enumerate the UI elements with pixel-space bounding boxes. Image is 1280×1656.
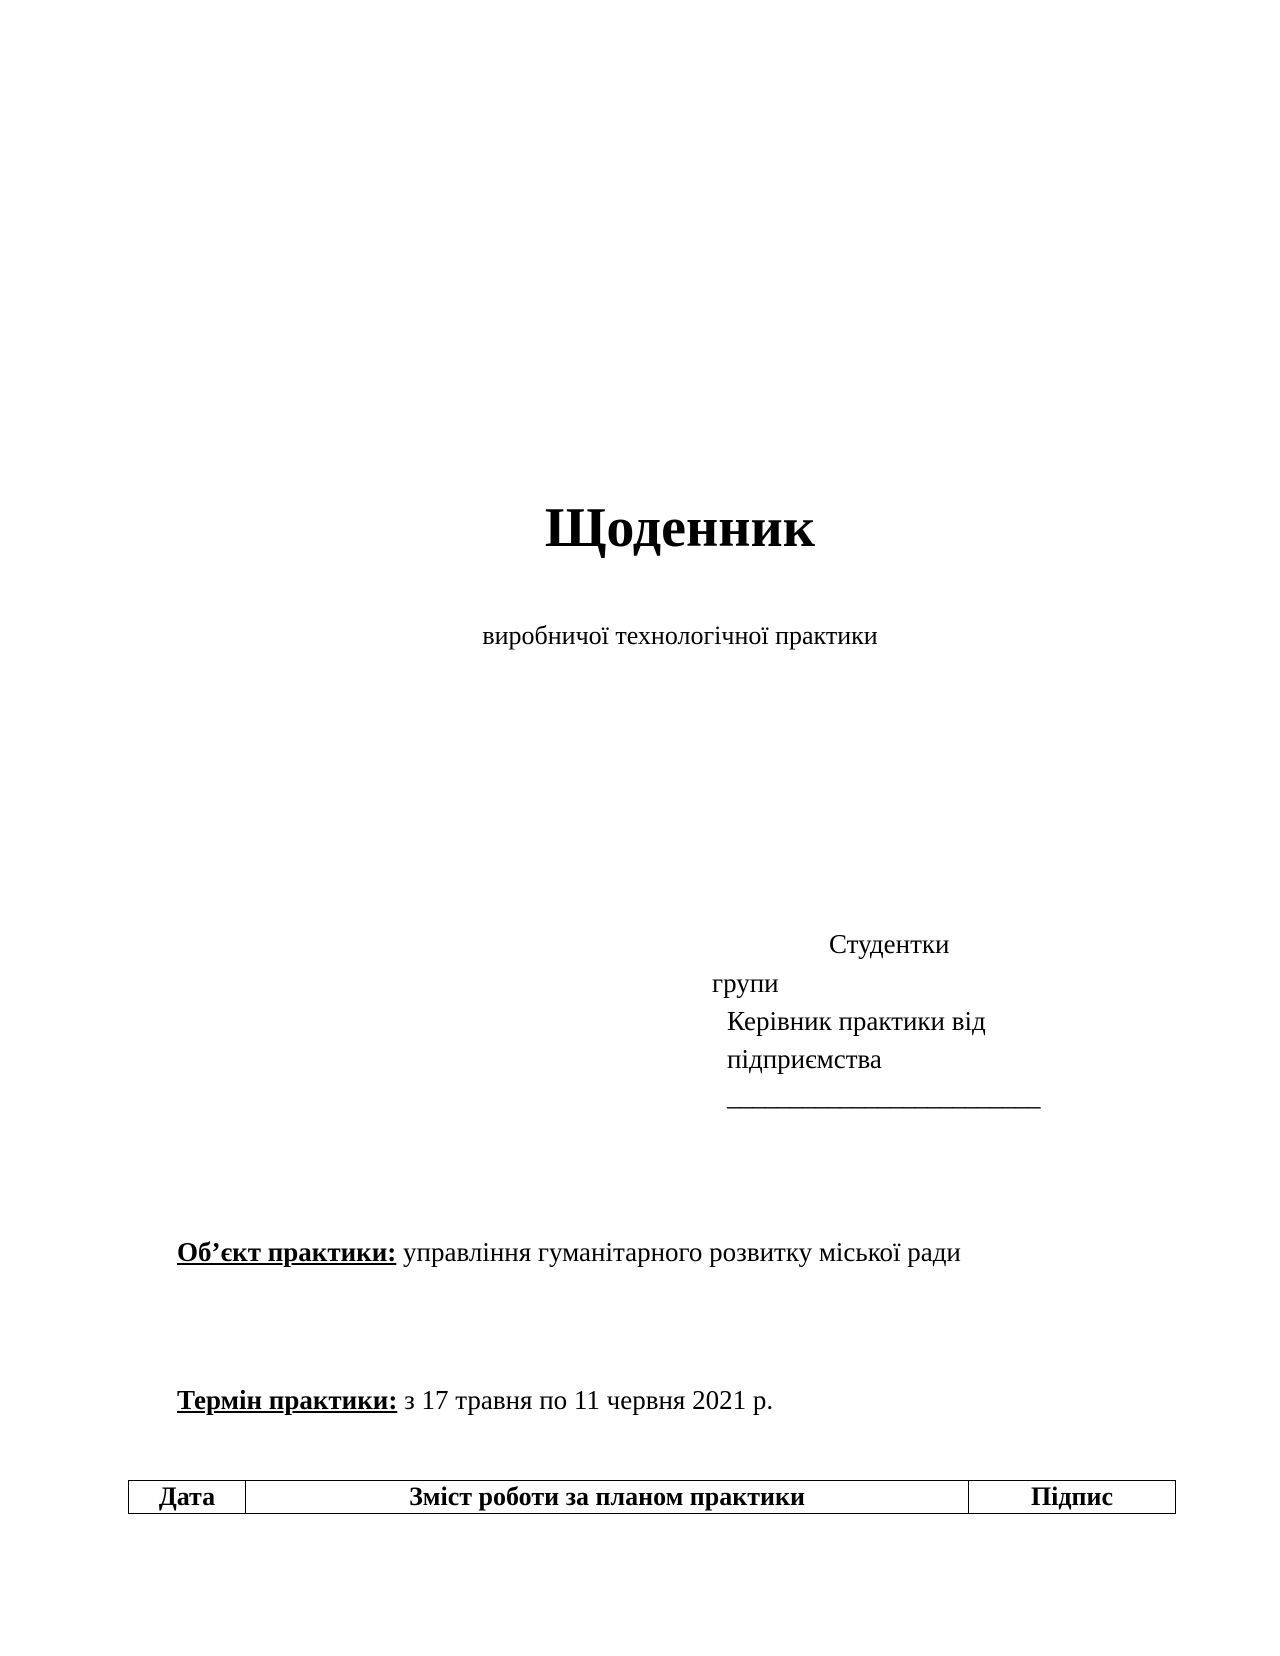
table-header-row <box>129 1481 1176 1514</box>
signature-blank-line: _________________________ <box>727 1081 1040 1111</box>
supervisor-label-line1: Керівник практики від <box>727 1006 986 1036</box>
document-subtitle: виробничої технологічної практики <box>482 621 878 650</box>
column-header-content: Зміст роботи за планом практики <box>246 1481 969 1514</box>
practice-plan-table <box>128 1480 1176 1514</box>
practice-term-label: Термін практики: <box>177 1385 398 1415</box>
student-label: Студентки <box>829 929 950 959</box>
practice-object-label: Об’єкт практики: <box>177 1237 397 1267</box>
document-title: Щоденник <box>544 497 816 559</box>
practice-object-value: управління гуманітарного розвитку міської ради <box>403 1237 961 1267</box>
practice-term-field <box>177 1384 773 1416</box>
column-header-signature: Підпис <box>969 1481 1176 1514</box>
practice-object-field <box>177 1236 961 1268</box>
practice-term-value: з 17 травня по 11 червня 2021 р. <box>404 1385 774 1415</box>
column-header-date: Дата <box>129 1481 246 1514</box>
supervisor-label-line2: підприємства <box>727 1044 882 1074</box>
group-label: групи <box>712 968 779 998</box>
